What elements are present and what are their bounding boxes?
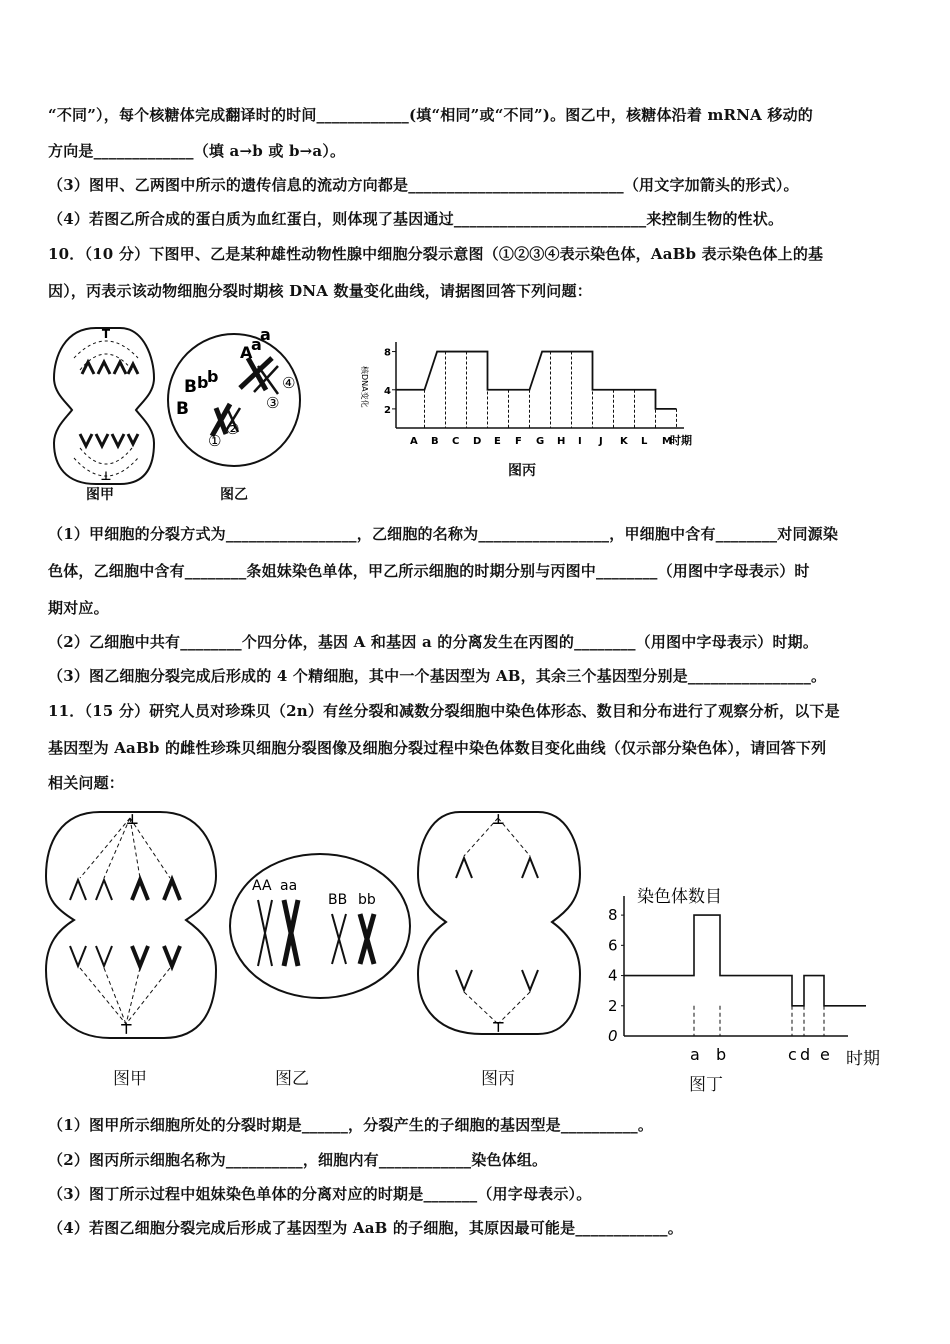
x-tick-label: D bbox=[473, 436, 482, 447]
y-tick-label: 8 bbox=[608, 906, 618, 925]
y-tick-label: 0 bbox=[608, 1027, 618, 1045]
svg-text:T: T bbox=[101, 327, 111, 341]
fig1-jia-cell bbox=[54, 327, 154, 484]
gene-label: b bbox=[197, 373, 209, 392]
figure-set-2 bbox=[40, 804, 910, 1104]
y-tick-label: 2 bbox=[384, 404, 391, 416]
x-tick-label: E bbox=[494, 436, 501, 447]
gene-label: a bbox=[260, 325, 271, 344]
q11-part3: （3）图丁所示过程中姐妹染色单体的分离对应的时期是_______（用字母表示）。 bbox=[48, 1185, 592, 1203]
x-tick-label: M bbox=[662, 436, 672, 447]
gene-label: A bbox=[240, 343, 253, 362]
x-axis-label: 时期 bbox=[846, 1049, 880, 1069]
q10-part2: （2）乙细胞中共有________个四分体，基因 A 和基因 a 的分离发生在丙图的________（用图中字母表示）时期。 bbox=[48, 633, 819, 651]
y-tick-label: 2 bbox=[608, 996, 618, 1015]
text-line-3: （3）图甲、乙两图中所示的遗传信息的流动方向都是____________________________（用文字加箭头的形式）。 bbox=[48, 176, 799, 194]
x-tick-label: C bbox=[452, 436, 460, 447]
q11-part4: （4）若图乙细胞分裂完成后形成了基因型为 AaB 的子细胞，其原因最可能是____________。 bbox=[48, 1219, 683, 1237]
fig2-jia-caption: 图甲 bbox=[113, 1069, 147, 1089]
fig1-jia-caption: 图甲 bbox=[86, 487, 114, 503]
question-11-line-1: 11．（15 分）研究人员对珍珠贝（2n）有丝分裂和减数分裂细胞中染色体形态、数目和分布进行了观察分析，以下是 bbox=[48, 702, 840, 720]
fig2-yi-cell bbox=[230, 854, 410, 998]
fig2-jia-cell bbox=[46, 812, 216, 1038]
fig1-yi-caption: 图乙 bbox=[220, 487, 248, 503]
x-tick-label: K bbox=[620, 436, 628, 447]
fig1-bing-chart bbox=[360, 342, 692, 447]
svg-text:⊤: ⊤ bbox=[120, 1022, 133, 1038]
fig2-ding-chart bbox=[608, 887, 880, 1069]
gene-label: AA bbox=[252, 878, 272, 894]
chromosome-2-label: ② bbox=[226, 420, 240, 438]
question-11-line-3: 相关问题： bbox=[48, 774, 125, 792]
gene-label: aa bbox=[280, 878, 298, 894]
q11-part1: （1）图甲所示细胞所处的分裂时期是______，分裂产生的子细胞的基因型是__________。 bbox=[48, 1116, 654, 1134]
x-tick-label: B bbox=[431, 436, 439, 447]
text-line-1: “不同”），每个核糖体完成翻译时的时间____________(填“相同”或“不同”)。图乙中，核糖体沿着 mRNA 移动的 bbox=[48, 106, 813, 124]
x-marker-label: d bbox=[800, 1045, 811, 1064]
y-tick-label: 6 bbox=[608, 936, 618, 955]
q10-part3: （3）图乙细胞分裂完成后形成的 4 个精细胞，其中一个基因型为 AB，其余三个基因型分别是________________。 bbox=[48, 667, 827, 685]
svg-text:⊥: ⊥ bbox=[100, 469, 112, 483]
x-marker-label: c bbox=[788, 1045, 797, 1064]
gene-label: BB bbox=[328, 892, 348, 908]
fig2-ding-caption: 图丁 bbox=[689, 1075, 723, 1095]
svg-text:⊤: ⊤ bbox=[492, 1020, 505, 1036]
x-tick-label: A bbox=[410, 436, 418, 447]
text-line-4: （4）若图乙所合成的蛋白质为血红蛋白，则体现了基因通过_________________________来控制生物的性状。 bbox=[48, 210, 784, 228]
chromosome-1-label: ① bbox=[208, 432, 222, 450]
x-tick-label: L bbox=[641, 436, 648, 447]
gene-label: B bbox=[176, 399, 189, 419]
text-line-2: 方向是_____________（填 a→b 或 b→a）。 bbox=[48, 142, 346, 160]
gene-label: a bbox=[251, 335, 262, 354]
svg-text:⊥: ⊥ bbox=[126, 812, 139, 828]
x-marker-label: b bbox=[716, 1045, 727, 1064]
fig2-bing-cell bbox=[418, 812, 580, 1036]
gene-label: B bbox=[184, 377, 197, 397]
y-tick-label: 8 bbox=[384, 347, 391, 359]
fig1-yi-cell bbox=[168, 325, 300, 466]
x-marker-label: e bbox=[820, 1045, 830, 1064]
chromosome-curve bbox=[624, 915, 866, 1006]
x-tick-label: H bbox=[557, 436, 566, 447]
fig1-bing-caption: 图丙 bbox=[508, 463, 536, 479]
q11-part2: （2）图丙所示细胞名称为__________，细胞内有____________染色体组。 bbox=[48, 1151, 548, 1169]
question-10-line-1: 10．（10 分）下图甲、乙是某种雄性动物性腺中细胞分裂示意图（①②③④表示染色体，AaBb 表示染色体上的基 bbox=[48, 245, 824, 263]
chromosome-3-label: ③ bbox=[266, 394, 280, 412]
q10-part1-line-2: 色体，乙细胞中含有________条姐妹染色单体，甲乙所示细胞的时期分别与丙图中________（用图中字母表示）时 bbox=[48, 562, 810, 580]
y-axis-label: 核DNA变化 bbox=[360, 366, 369, 408]
figure-set-1 bbox=[44, 318, 694, 504]
gene-label: bb bbox=[358, 892, 376, 908]
x-tick-label: J bbox=[599, 436, 603, 447]
question-11-line-2: 基因型为 AaBb 的雌性珍珠贝细胞分裂图像及细胞分裂过程中染色体数目变化曲线（仅示部分染色体），请回答下列 bbox=[48, 739, 827, 757]
svg-text:⊥: ⊥ bbox=[492, 812, 505, 828]
x-tick-label: F bbox=[515, 436, 522, 447]
q10-part1-line-3: 期对应。 bbox=[48, 599, 109, 617]
fig2-bing-caption: 图丙 bbox=[481, 1069, 515, 1089]
chromosome-4-label: ④ bbox=[282, 374, 296, 392]
question-10-line-2: 因），丙表示该动物细胞分裂时期核 DNA 数量变化曲线，请据图回答下列问题： bbox=[48, 282, 592, 300]
fig2-yi-caption: 图乙 bbox=[275, 1069, 309, 1089]
y-axis-label: 染色体数目 bbox=[637, 887, 722, 907]
x-marker-label: a bbox=[690, 1045, 700, 1064]
gene-label: b bbox=[207, 367, 219, 386]
q10-part1-line-1: （1）甲细胞的分裂方式为_________________，乙细胞的名称为_________________，甲细胞中含有________对同源染 bbox=[48, 525, 839, 543]
y-tick-label: 4 bbox=[384, 385, 391, 397]
x-axis-label: 时期 bbox=[670, 434, 692, 447]
x-tick-label: G bbox=[536, 436, 545, 447]
x-tick-label: I bbox=[578, 436, 582, 447]
y-tick-label: 4 bbox=[608, 966, 618, 985]
